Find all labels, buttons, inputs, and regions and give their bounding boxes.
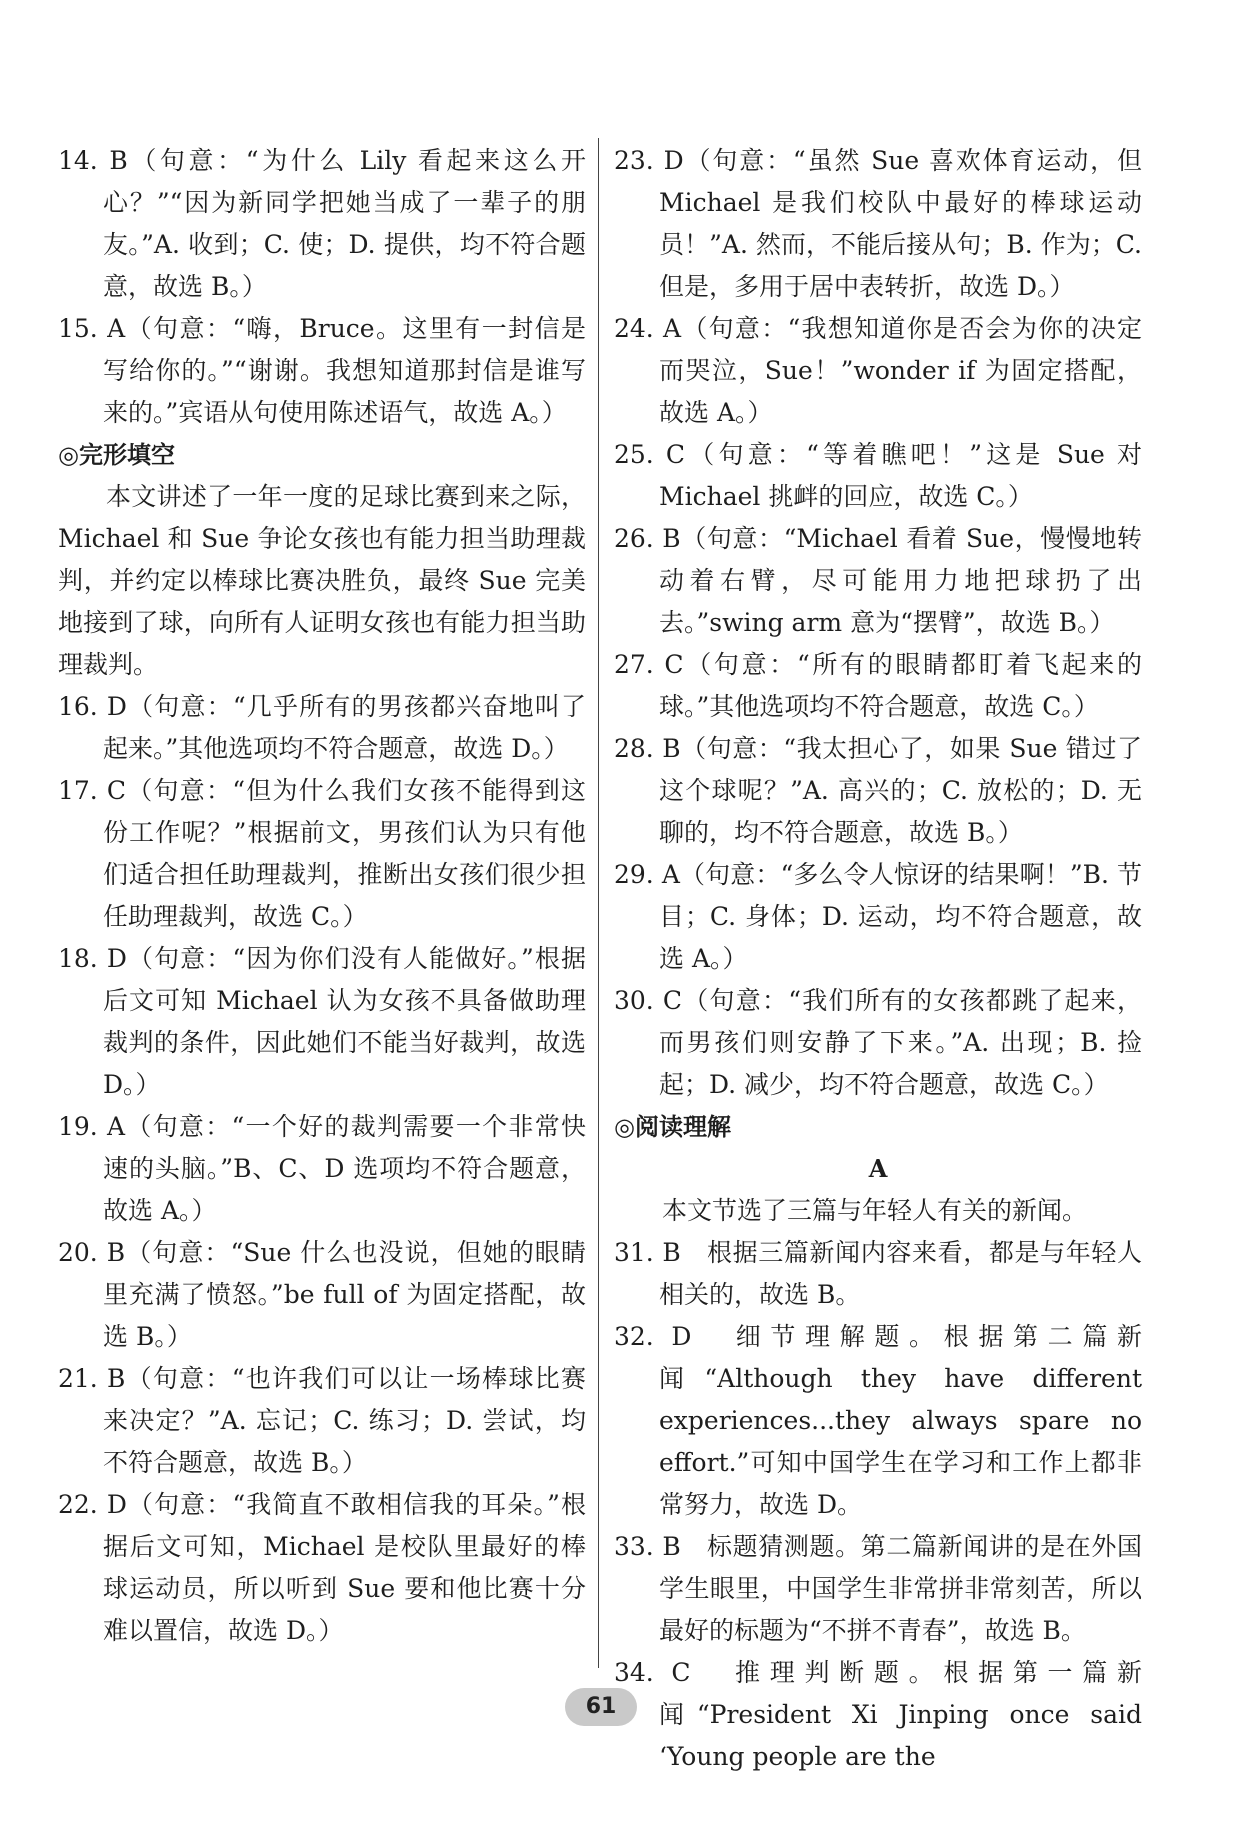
answer-item-31: 31. B 根据三篇新闻内容来看，都是与年轻人相关的，故选 B。 [614, 1238, 1142, 1309]
answer-item-23: 23. D（句意：“虽然 Sue 喜欢体育运动，但 Michael 是我们校队中最好的棒球运动员！”A. 然而，不能后接从句；B. 作为；C. 但是，多用于居中表转折，故选 D。） [614, 146, 1142, 301]
page-number: 61 [565, 1688, 637, 1726]
answer-item-27: 27. C（句意：“所有的眼睛都盯着飞起来的球。”其他选项均不符合题意，故选 C。） [614, 650, 1142, 721]
cloze-heading: ◎完形填空 [58, 441, 175, 469]
right-column [614, 140, 1142, 1778]
answer-item-29: 29. A（句意：“多么令人惊讶的结果啊！”B. 节目；C. 身体；D. 运动，均不符合题意，故选 A。） [614, 860, 1142, 973]
answer-item-26: 26. B（句意：“Michael 看着 Sue，慢慢地转动着右臂，尽可能用力地把球扔了出去。”swing arm 意为“摆臂”，故选 B。） [614, 524, 1142, 637]
left-column [58, 140, 586, 1652]
answer-item-21: 21. B（句意：“也许我们可以让一场棒球比赛来决定？”A. 忘记；C. 练习；D. 尝试，均不符合题意，故选 B。） [58, 1364, 586, 1477]
answer-item-33: 33. B 标题猜测题。第二篇新闻讲的是在外国学生眼里，中国学生非常拼非常刻苦，所以最好的标题为“不拼不青春”，故选 B。 [614, 1532, 1142, 1645]
reading-intro: 本文节选了三篇与年轻人有关的新闻。 [662, 1196, 1088, 1225]
answer-item-18: 18. D（句意：“因为你们没有人能做好。”根据后文可知 Michael 认为女孩不具备做助理裁判的条件，因此她们不能当好裁判，故选 D。） [58, 944, 586, 1099]
answer-item-15: 15. A（句意：“嗨，Bruce。这里有一封信是写给你的。”“谢谢。我想知道那封信是谁写来的。”宾语从句使用陈述语气，故选 A。） [58, 314, 586, 427]
answer-item-16: 16. D（句意：“几乎所有的男孩都兴奋地叫了起来。”其他选项均不符合题意，故选 D。） [58, 692, 586, 763]
answer-item-19: 19. A（句意：“一个好的裁判需要一个非常快速的头脑。”B、C、D 选项均不符合题意，故选 A。） [58, 1112, 586, 1225]
answer-item-17: 17. C（句意：“但为什么我们女孩不能得到这份工作呢？”根据前文，男孩们认为只有他们适合担任助理裁判，推断出女孩们很少担任助理裁判，故选 C。） [58, 776, 586, 931]
column-divider [598, 138, 599, 1668]
answer-item-24: 24. A（句意：“我想知道你是否会为你的决定而哭泣，Sue！”wonder if 为固定搭配，故选 A。） [614, 314, 1142, 427]
answer-item-32: 32. D 细节理解题。根据第二篇新闻“Although they have different experiences...they always spare no effort.”可知中国学生在学习和工作上都非常努力，故选 D。 [614, 1322, 1142, 1519]
answer-item-20: 20. B（句意：“Sue 什么也没说，但她的眼睛里充满了愤怒。”be full of 为固定搭配，故选 B。） [58, 1238, 586, 1351]
answer-item-22: 22. D（句意：“我简直不敢相信我的耳朵。”根据后文可知，Michael 是校队里最好的棒球运动员，所以听到 Sue 要和他比赛十分难以置信，故选 D。） [58, 1490, 586, 1645]
answer-item-25: 25. C（句意：“等着瞧吧！”这是 Sue 对 Michael 挑衅的回应，故选 C。） [614, 440, 1142, 511]
cloze-intro: 本文讲述了一年一度的足球比赛到来之际，Michael 和 Sue 争论女孩也有能力担当助理裁判，并约定以棒球比赛决胜负，最终 Sue 完美地接到了球，向所有人证明女孩也有能力担当助理裁判。 [58, 482, 586, 679]
section-label: A [868, 1154, 888, 1183]
answer-item-14: 14. B（句意：“为什么 Lily 看起来这么开心？”“因为新同学把她当成了一辈子的朋友。”A. 收到；C. 使；D. 提供，均不符合题意，故选 B。） [58, 146, 586, 301]
answer-item-28: 28. B（句意：“我太担心了，如果 Sue 错过了这个球呢？”A. 高兴的；C. 放松的；D. 无聊的，均不符合题意，故选 B。） [614, 734, 1142, 847]
answer-item-34: 34. C 推理判断题。根据第一篇新闻“President Xi Jinping once said ‘Young people are the [614, 1658, 1142, 1771]
answer-item-30: 30. C（句意：“我们所有的女孩都跳了起来，而男孩们则安静了下来。”A. 出现；B. 捡起；D. 减少，均不符合题意，故选 C。） [614, 986, 1142, 1099]
reading-heading: ◎阅读理解 [614, 1113, 731, 1141]
